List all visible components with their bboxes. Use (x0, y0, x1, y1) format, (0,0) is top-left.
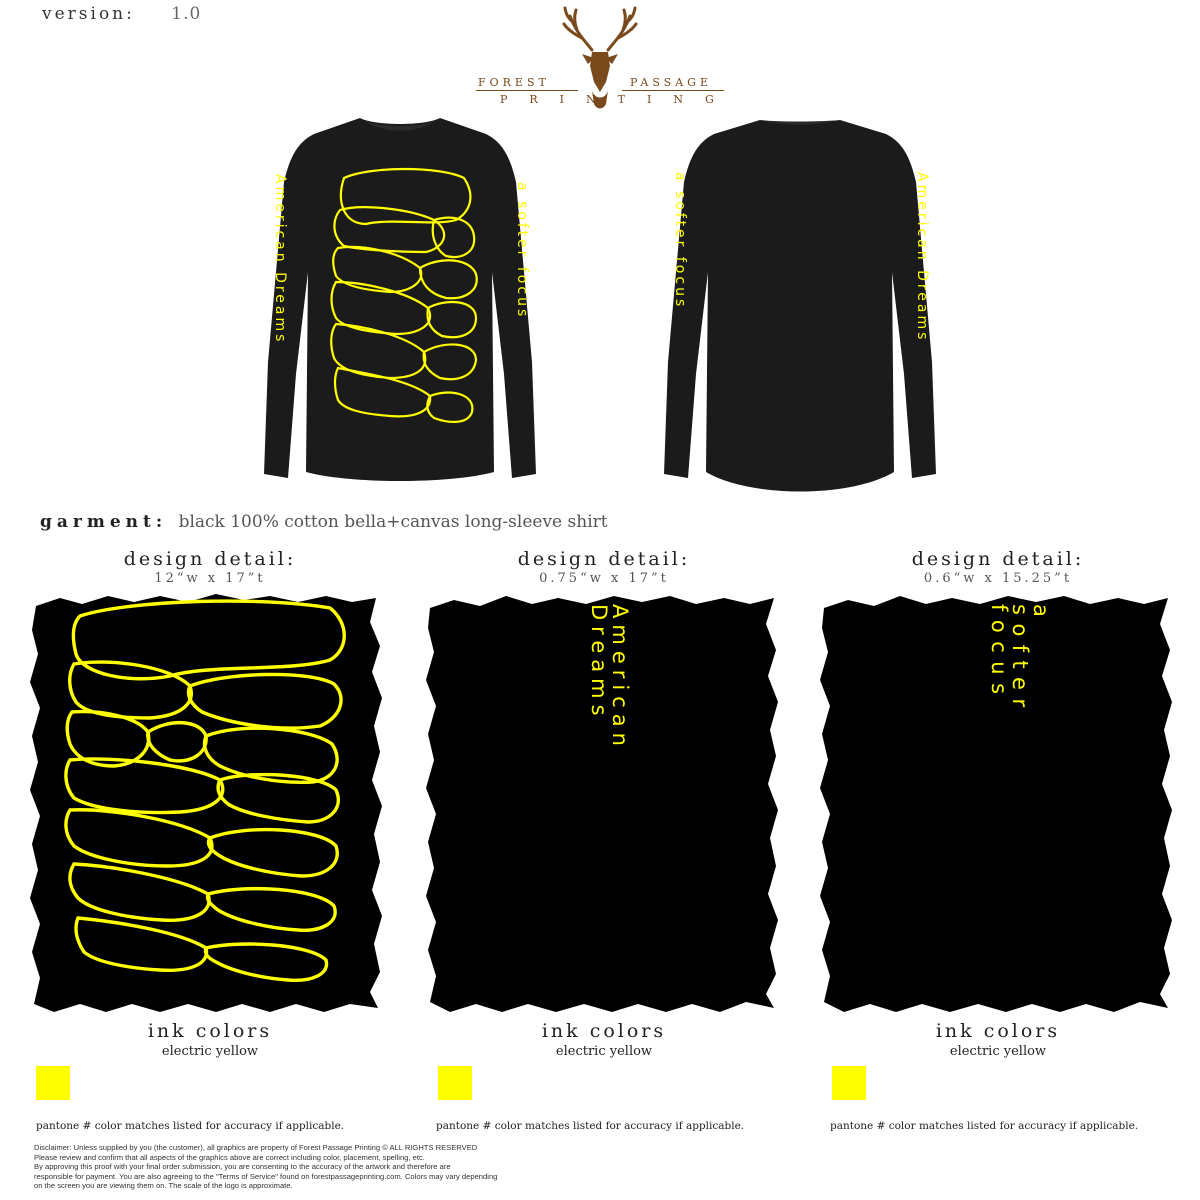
back-shirt-mockup (640, 112, 960, 492)
back-right-sleeve-text: American Dreams (914, 172, 930, 343)
version-label (42, 4, 201, 24)
design-panel-right-sleeve (818, 548, 1178, 1132)
design-detail-size: 12“w x 17”t (154, 571, 266, 586)
ink-color-name: electric yellow (161, 1044, 259, 1059)
logo-text-printing: PRINTING (500, 93, 736, 106)
ink-colors-title: ink colors (147, 1020, 273, 1042)
version-label-text: version: (42, 4, 135, 24)
ink-color-name: electric yellow (555, 1044, 653, 1059)
pantone-note: pantone # color matches listed for accuracy if applicable. (36, 1120, 345, 1132)
logo-rule-right (622, 90, 724, 91)
left-sleeve-text: American Dreams (587, 604, 632, 752)
ink-color-name: electric yellow (949, 1044, 1047, 1059)
ink-swatch-electric-yellow (36, 1066, 70, 1100)
design-detail-size: 0.6“w x 15.25”t (923, 571, 1073, 586)
logo-rule-left (476, 90, 578, 91)
ink-colors-title: ink colors (935, 1020, 1061, 1042)
front-shirt-mockup (240, 112, 560, 492)
disclaimer-line: By approving this proof with your final order submission, you are consenting to the accuracy of the artwork and therefore are (34, 1162, 451, 1172)
design-detail-size: 0.75“w x 17”t (539, 571, 669, 586)
front-left-sleeve-text: American Dreams (272, 174, 288, 345)
disclaimer-line: Please review and confirm that all aspects of the graphics above are correct including color, placement, spelling, etc. (34, 1152, 425, 1162)
front-right-sleeve-text: a softer focus (514, 182, 530, 320)
logo-text-passage: PASSAGE (630, 76, 712, 89)
garment-label: garment: (40, 512, 168, 532)
disclaimer (34, 1143, 554, 1191)
pantone-note: pantone # color matches listed for accuracy if applicable. (436, 1120, 745, 1132)
version-number: 1.0 (171, 4, 202, 24)
pantone-note: pantone # color matches listed for accuracy if applicable. (830, 1120, 1139, 1132)
design-panel-chest (30, 548, 390, 1132)
disclaimer-line: on the screen you are viewing them on. The scale of the logo is approximate. (34, 1181, 293, 1191)
disclaimer-line: responsible for payment. You are also agreeing to the "Terms of Service" found on forestpassageprinting.com. Colors may vary depending (34, 1171, 498, 1181)
logo-text-forest: FOREST (478, 76, 550, 89)
back-shirt-body (664, 120, 936, 492)
forest-passage-logo (470, 4, 736, 116)
design-detail-title: design detail: (123, 548, 297, 570)
design-panel-left-sleeve (424, 548, 784, 1132)
design-detail-title: design detail: (517, 548, 691, 570)
front-shirt-body (264, 118, 536, 481)
back-left-sleeve-text: a softer focus (672, 172, 688, 310)
garment-value: black 100% cotton bella+canvas long-sleeve shirt (178, 512, 608, 532)
ink-swatch-electric-yellow (832, 1066, 866, 1100)
ink-swatch-electric-yellow (438, 1066, 472, 1100)
design-detail-title: design detail: (911, 548, 1085, 570)
garment-description (40, 512, 608, 532)
chest-art-preview (30, 594, 382, 1014)
right-sleeve-text: a softer focus (987, 604, 1053, 716)
ink-colors-title: ink colors (541, 1020, 667, 1042)
disclaimer-line: Disclaimer: Unless supplied by you (the customer), all graphics are property of Forest Passage Printing © ALL RIGHTS RESERVED (34, 1143, 478, 1152)
